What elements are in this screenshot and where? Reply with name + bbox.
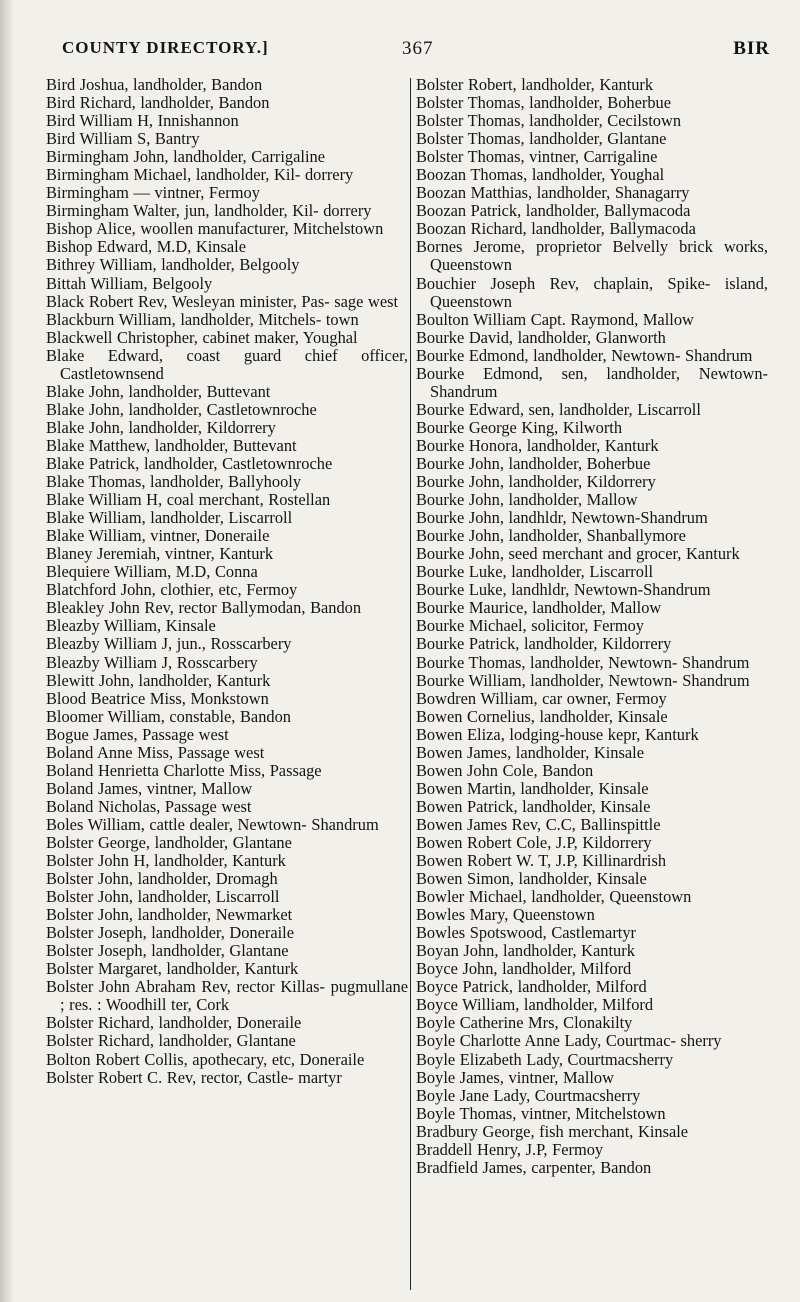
- directory-entry: Bolster Joseph, landholder, Doneraile: [46, 923, 295, 943]
- directory-entry: Bleazby William, Kinsale: [46, 616, 216, 636]
- directory-entry: Bolster Robert C. Rev, rector, Castle- martyr: [46, 1067, 342, 1087]
- directory-entry: Bolster Thomas, landholder, Glantane: [416, 129, 667, 149]
- directory-entry: Bishop Alice, woollen manufacturer, Mitchelstown: [46, 219, 384, 239]
- directory-entry: Bourke Maurice, landholder, Mallow: [416, 598, 662, 618]
- directory-entry: Boyle Elizabeth Lady, Courtmacsherry: [416, 1049, 674, 1069]
- directory-entry: Blake Matthew, landholder, Buttevant: [46, 435, 297, 455]
- directory-entry: Bleazby William J, Rosscarbery: [46, 652, 258, 672]
- page-header: [62, 38, 770, 68]
- directory-entry: Bittah William, Belgooly: [46, 273, 213, 293]
- directory-entry: Bourke Edward, sen, landholder, Liscarroll: [416, 399, 701, 419]
- directory-entry: Boland James, vintner, Mallow: [46, 778, 253, 798]
- directory-entry: Birmingham — vintner, Fermoy: [46, 183, 260, 203]
- directory-entry: Boyle James, vintner, Mallow: [416, 1067, 614, 1087]
- directory-entry: Bowles Spotswood, Castlemartyr: [416, 923, 636, 943]
- directory-entry: Bourke George King, Kilworth: [416, 417, 623, 437]
- directory-entry: Birmingham Walter, jun, landholder, Kil- dorrery: [46, 201, 372, 221]
- directory-entry: Bird Richard, landholder, Bandon: [46, 93, 270, 113]
- directory-entry: Blewitt John, landholder, Kanturk: [46, 670, 271, 690]
- directory-entry: Bourke William, landholder, Newtown- Shandrum: [416, 670, 750, 690]
- directory-entry: Bolton Robert Collis, apothecary, etc, Doneraile: [46, 1049, 365, 1069]
- directory-entry: Boyce John, landholder, Milford: [416, 959, 632, 979]
- column-divider: [410, 78, 411, 1290]
- directory-entry: Bourke Luke, landhldr, Newtown-Shandrum: [416, 580, 711, 600]
- directory-entry: Boozan Richard, landholder, Ballymacoda: [416, 219, 696, 239]
- directory-entry: Boland Henrietta Charlotte Miss, Passage: [46, 760, 322, 780]
- directory-entry: Black Robert Rev, Wesleyan minister, Pas- sage west: [46, 291, 399, 311]
- directory-entry: Bithrey William, landholder, Belgooly: [46, 255, 300, 275]
- directory-entry: Boyle Catherine Mrs, Clonakilty: [416, 1013, 633, 1033]
- directory-entry: Bolster Thomas, landholder, Cecilstown: [416, 111, 682, 131]
- directory-entry: Bleakley John Rev, rector Ballymodan, Bandon: [46, 598, 362, 618]
- directory-entry: Bourke Edmond, landholder, Newtown- Shandrum: [416, 345, 753, 365]
- directory-entry: Blackwell Christopher, cabinet maker, Youghal: [46, 327, 358, 347]
- directory-entry: Bowen Robert W. T, J.P, Killinardrish: [416, 851, 667, 871]
- directory-entry: Bourke Michael, solicitor, Fermoy: [416, 616, 644, 636]
- directory-entry: Bourke David, landholder, Glanworth: [416, 327, 666, 347]
- directory-entry: Blake John, landholder, Castletownroche: [46, 399, 317, 419]
- directory-entry: Boyan John, landholder, Kanturk: [416, 941, 635, 961]
- directory-entry: Blake Patrick, landholder, Castletownroche: [46, 453, 333, 473]
- directory-entry: Bolster Richard, landholder, Glantane: [46, 1031, 296, 1051]
- directory-entry: Bourke John, landhldr, Newtown-Shandrum: [416, 508, 708, 528]
- directory-entry: Bolster Joseph, landholder, Glantane: [46, 941, 289, 961]
- directory-entry: Bird Joshua, landholder, Bandon: [46, 75, 263, 94]
- directory-entry: Boulton William Capt. Raymond, Mallow: [416, 309, 694, 329]
- directory-entry: Birmingham John, landholder, Carrigaline: [46, 147, 325, 167]
- directory-entry: Bowen James, landholder, Kinsale: [416, 742, 644, 762]
- directory-entry: Bird William S, Bantry: [46, 129, 200, 149]
- directory-entry: Bornes Jerome, proprietor Belvelly brick works, Queenstown: [416, 237, 768, 275]
- directory-entry: Bolster Thomas, vintner, Carrigaline: [416, 147, 658, 167]
- directory-entry: Blackburn William, landholder, Mitchels- town: [46, 309, 359, 329]
- directory-entry: Bleazby William J, jun., Rosscarbery: [46, 634, 292, 654]
- directory-entry: Blake William, landholder, Liscarroll: [46, 508, 293, 528]
- directory-entry: Bradfield James, carpenter, Bandon: [416, 1157, 652, 1177]
- directory-entry: Bourke Luke, landholder, Liscarroll: [416, 562, 654, 582]
- directory-entry: Boyle Jane Lady, Courtmacsherry: [416, 1085, 641, 1105]
- directory-entry: Bowdren William, car owner, Fermoy: [416, 688, 667, 708]
- directory-entry: Bird William H, Innishannon: [46, 111, 239, 131]
- directory-entry: Bowen Simon, landholder, Kinsale: [416, 869, 647, 889]
- directory-entry: Bouchier Joseph Rev, chaplain, Spike- island, Queenstown: [416, 273, 768, 311]
- directory-entry: Boles William, cattle dealer, Newtown- Shandrum: [46, 814, 379, 834]
- directory-entry: Bolster Richard, landholder, Doneraile: [46, 1013, 302, 1033]
- directory-entry: Boozan Thomas, landholder, Youghal: [416, 165, 665, 185]
- directory-entry: Bourke John, landholder, Boherbue: [416, 453, 651, 473]
- directory-entry: Bowler Michael, landholder, Queenstown: [416, 887, 692, 907]
- directory-entry: Bowen Eliza, lodging-house kepr, Kanturk: [416, 724, 699, 744]
- directory-entry: Blake William, vintner, Doneraile: [46, 526, 270, 546]
- directory-entry: Blake John, landholder, Kildorrery: [46, 417, 276, 437]
- directory-entry: Blake Edward, coast guard chief officer, Castletownsend: [46, 345, 408, 383]
- directory-entry: Bowen Robert Cole, J.P, Kildorrery: [416, 832, 652, 852]
- directory-entry: Bourke Edmond, sen, landholder, Newtown- Shandrum: [416, 363, 768, 401]
- directory-entry: Bolster John H, landholder, Kanturk: [46, 851, 286, 871]
- section-heading: BIR: [733, 38, 770, 59]
- directory-entry: Boland Nicholas, Passage west: [46, 796, 252, 816]
- directory-entry: Bolster Margaret, landholder, Kanturk: [46, 959, 299, 979]
- directory-entry: Bowen James Rev, C.C, Ballinspittle: [416, 814, 661, 834]
- directory-entry: Bourke John, landholder, Shanballymore: [416, 526, 686, 546]
- directory-entry: Bourke John, seed merchant and grocer, Kanturk: [416, 544, 740, 564]
- directory-entry: Boozan Patrick, landholder, Ballymacoda: [416, 201, 691, 221]
- directory-entry: Bolster John, landholder, Newmarket: [46, 905, 293, 925]
- page-number: 367: [402, 38, 434, 59]
- directory-entry: Bowen Cornelius, landholder, Kinsale: [416, 706, 668, 726]
- directory-entry: Bourke John, landholder, Kildorrery: [416, 472, 656, 492]
- directory-entry: Bolster John, landholder, Dromagh: [46, 869, 278, 889]
- directory-entry: Bolster George, landholder, Glantane: [46, 832, 292, 852]
- left-column: [46, 76, 408, 1087]
- directory-entry: Boyle Thomas, vintner, Mitchelstown: [416, 1103, 666, 1123]
- directory-entry: Bourke Honora, landholder, Kanturk: [416, 435, 659, 455]
- directory-entry: Boyce Patrick, landholder, Milford: [416, 977, 647, 997]
- directory-entry: Blatchford John, clothier, etc, Fermoy: [46, 580, 298, 600]
- directory-entry: Blake John, landholder, Buttevant: [46, 381, 271, 401]
- running-title: COUNTY DIRECTORY.]: [62, 38, 269, 57]
- directory-entry: Bowen John Cole, Bandon: [416, 760, 594, 780]
- directory-entry: Bradbury George, fish merchant, Kinsale: [416, 1121, 689, 1141]
- right-column: [416, 76, 768, 1177]
- directory-entry: Bowen Martin, landholder, Kinsale: [416, 778, 649, 798]
- scan-edge-shadow: [0, 0, 14, 1302]
- directory-entry: Bolster John Abraham Rev, rector Killas- pugmullane ; res. : Woodhill ter, Cork: [46, 977, 408, 1015]
- directory-entry: Blequiere William, M.D, Conna: [46, 562, 258, 582]
- directory-entry: Bolster Thomas, landholder, Boherbue: [416, 93, 672, 113]
- directory-entry: Bowen Patrick, landholder, Kinsale: [416, 796, 651, 816]
- directory-entry: Bowles Mary, Queenstown: [416, 905, 595, 925]
- directory-entry: Braddell Henry, J.P, Fermoy: [416, 1139, 604, 1159]
- directory-entry: Boyce William, landholder, Milford: [416, 995, 654, 1015]
- directory-entry: Boland Anne Miss, Passage west: [46, 742, 265, 762]
- directory-entry: Birmingham Michael, landholder, Kil- dorrery: [46, 165, 354, 185]
- directory-entry: Bourke Patrick, landholder, Kildorrery: [416, 634, 672, 654]
- directory-entry: Blake William H, coal merchant, Rostellan: [46, 490, 331, 510]
- directory-entry: Bogue James, Passage west: [46, 724, 229, 744]
- directory-entry: Blake Thomas, landholder, Ballyhooly: [46, 472, 302, 492]
- directory-entry: Bloomer William, constable, Bandon: [46, 706, 291, 726]
- directory-entry: Bishop Edward, M.D, Kinsale: [46, 237, 246, 257]
- directory-entry: Bolster John, landholder, Liscarroll: [46, 887, 280, 907]
- directory-entry: Boyle Charlotte Anne Lady, Courtmac- sherry: [416, 1031, 722, 1051]
- directory-entry: Blood Beatrice Miss, Monkstown: [46, 688, 269, 708]
- directory-entry: Bolster Robert, landholder, Kanturk: [416, 75, 654, 94]
- directory-entry: Blaney Jeremiah, vintner, Kanturk: [46, 544, 274, 564]
- directory-entry: Bourke Thomas, landholder, Newtown- Shandrum: [416, 652, 750, 672]
- directory-entry: Bourke John, landholder, Mallow: [416, 490, 638, 510]
- directory-entry: Boozan Matthias, landholder, Shanagarry: [416, 183, 690, 203]
